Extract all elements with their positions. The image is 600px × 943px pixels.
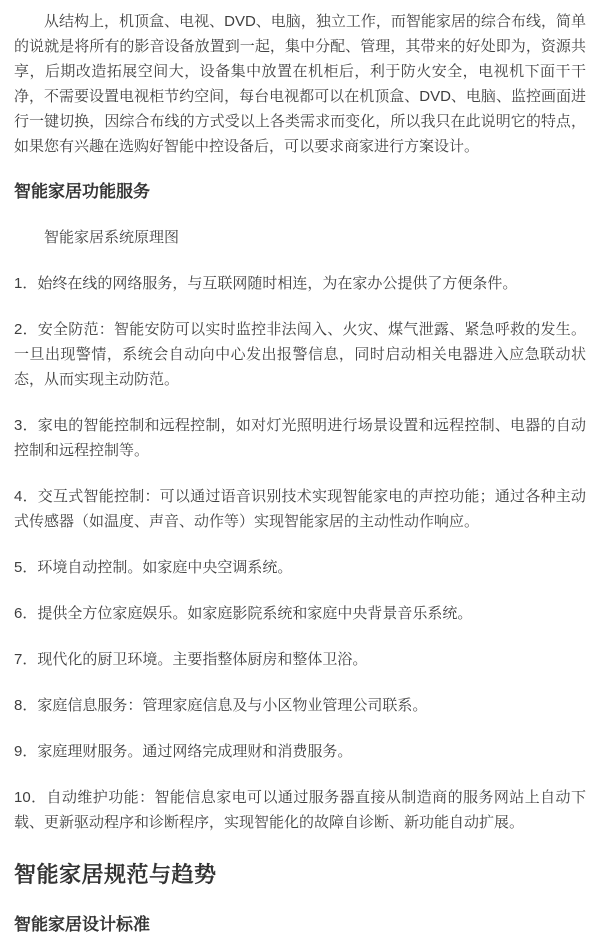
intro-paragraph: 从结构上，机顶盒、电视、DVD、电脑，独立工作，而智能家居的综合布线，简单的说就是将所有的影音设备放置到一起，集中分配、管理，其带来的好处即为，资源共享，后期改造拓展空间大，设备集中放置在机柜后，利于防火安全，电视机下面干干净，不需要设置电视柜节约空间，每台电视都可以在机顶盒、DVD、电脑、监控画面进行一键切换，因综合布线的方式受以上各类需求而变化，所以我只在此说明它的特点，如果您有兴趣在选购好智能中控设备后，可以要求商家进行方案设计。 [14,13,586,155]
feature-item-1: 1．始终在线的网络服务，与互联网随时相连，为在家办公提供了方便条件。 [14,275,518,292]
feature-item-7: 7．现代化的厨卫环境。主要指整体厨房和整体卫浴。 [14,651,368,668]
feature-item-4: 4．交互式智能控制：可以通过语音识别技术实现智能家电的声控功能；通过各种主动式传感器（如温度、声音、动作等）实现智能家居的主动性动作响应。 [14,488,586,530]
feature-item-3: 3．家电的智能控制和远程控制，如对灯光照明进行场景设置和远程控制、电器的自动控制和远程控制等。 [14,417,586,459]
feature-item-5: 5．环境自动控制。如家庭中央空调系统。 [14,559,293,576]
system-diagram-caption: 智能家居系统原理图 [44,229,180,246]
design-standards-heading: 智能家居设计标准 [14,915,150,934]
feature-item-2: 2．安全防范：智能安防可以实时监控非法闯入、火灾、煤气泄露、紧急呼救的发生。一旦出现警情，系统会自动向中心发出报警信息，同时启动相关电器进入应急联动状态，从而实现主动防范。 [14,321,586,388]
trends-section-heading: 智能家居规范与趋势 [14,862,217,887]
feature-item-9: 9．家庭理财服务。通过网络完成理财和消费服务。 [14,743,353,760]
feature-item-10: 10．自动维护功能：智能信息家电可以通过服务器直接从制造商的服务网站上自动下载、更新驱动程序和诊断程序，实现智能化的故障自诊断、新功能自动扩展。 [14,789,586,831]
feature-item-8: 8．家庭信息服务：管理家庭信息及与小区物业管理公司联系。 [14,697,428,714]
features-section-heading: 智能家居功能服务 [14,182,150,201]
feature-item-6: 6．提供全方位家庭娱乐。如家庭影院系统和家庭中央背景音乐系统。 [14,605,473,622]
